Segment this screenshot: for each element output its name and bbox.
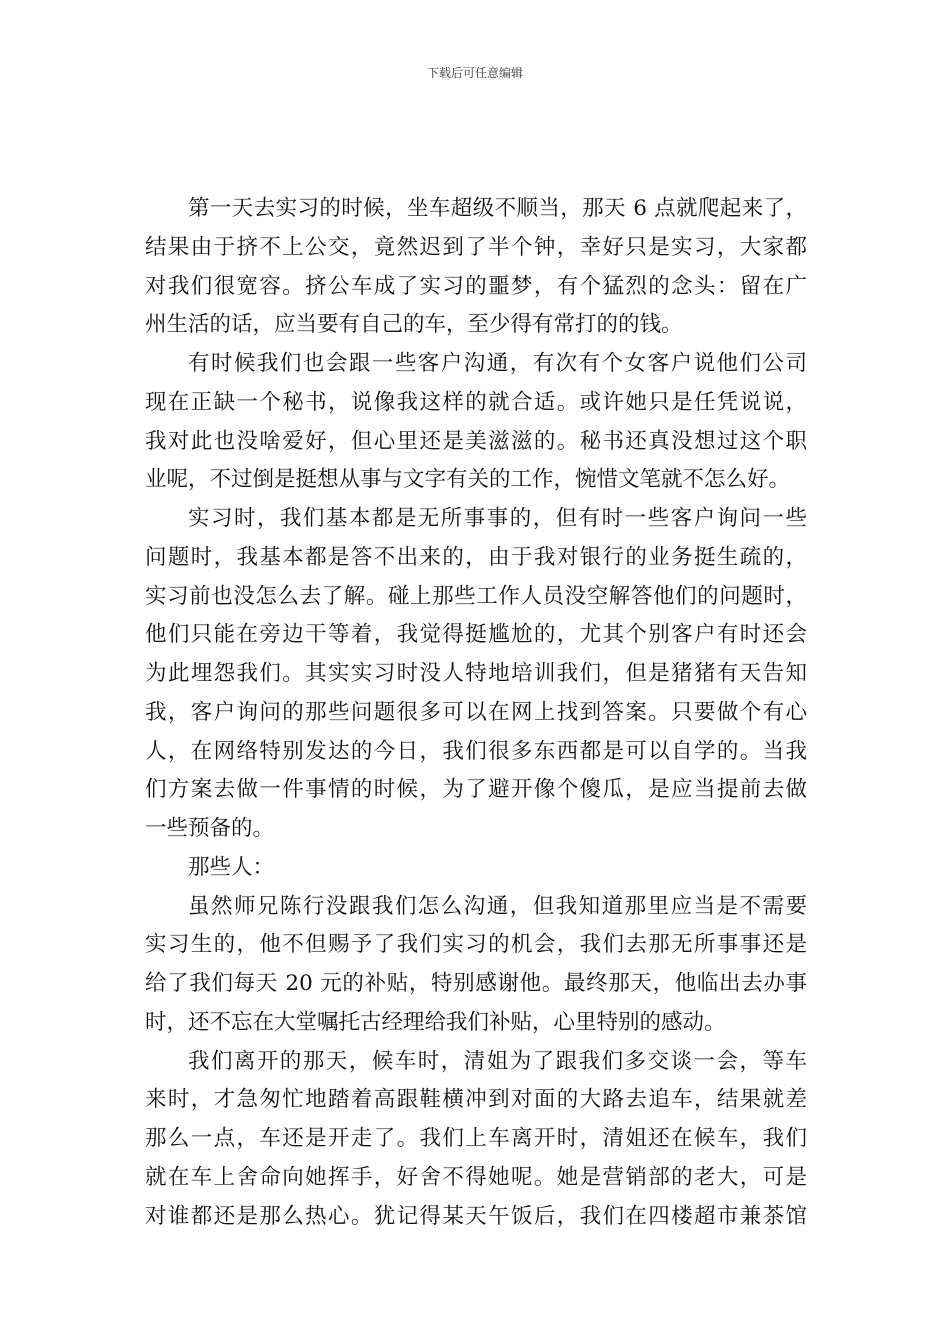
text-line: 人，在网络特别发达的今日，我们很多东西都是可以自学的。当我 (145, 738, 807, 764)
paragraph (145, 345, 807, 500)
paragraph (145, 1043, 807, 1237)
text-line: 现在正缺一个秘书，说像我这样的就合适。或许她只是任凭说说， (145, 389, 807, 415)
text-line: 时，还不忘在大堂嘱托古经理给我们补贴，心里特别的感动。 (145, 1009, 726, 1035)
text-line: 给了我们每天 20 元的补贴，特别感谢他。最终那天，他临出去办事 (145, 971, 807, 996)
text-line: 我对此也没啥爱好，但心里还是美滋滋的。秘书还真没想过这个职 (145, 428, 807, 454)
text-line: 实习时，我们基本都是无所事事的，但有时一些客户询问一些 (188, 506, 807, 531)
paragraph (145, 849, 807, 888)
paragraph (145, 190, 807, 345)
text-line: 州生活的话，应当要有自己的车，至少得有常打的的钱。 (145, 312, 683, 338)
text-line: 那些人： (188, 854, 275, 880)
text-line: 们方案去做一件事情的时候，为了避开像个傻瓜，是应当提前去做 (145, 777, 807, 803)
paragraph (145, 500, 807, 849)
document-body (145, 190, 807, 1236)
text-line: 对谁都还是那么热心。犹记得某天午饭后，我们在四楼超市兼茶馆 (145, 1203, 807, 1229)
text-line: 对我们很宽容。挤公车成了实习的噩梦，有个猛烈的念头：留在广 (145, 273, 807, 299)
text-line: 结果由于挤不上公交，竟然迟到了半个钟，幸好只是实习，大家都 (145, 234, 807, 260)
text-line: 问题时，我基本都是答不出来的，由于我对银行的业务挺生疏的， (145, 544, 807, 570)
text-line: 就在车上舍命向她挥手，好舍不得她呢。她是营销部的老大，可是 (145, 1164, 807, 1190)
text-line: 我，客户询问的那些问题很多可以在网上找到答案。只要做个有心 (145, 699, 807, 725)
text-line: 业呢，不过倒是挺想从事与文字有关的工作，惋惜文笔就不怎么好。 (145, 467, 791, 493)
text-line: 有时候我们也会跟一些客户沟通，有次有个女客户说他们公司 (188, 351, 807, 376)
text-line: 第一天去实习的时候，坐车超级不顺当，那天 6 点就爬起来了， (188, 196, 807, 221)
text-line: 实习前也没怎么去了解。碰上那些工作人员没空解答他们的问题时， (145, 583, 807, 609)
text-line: 那么一点，车还是开走了。我们上车离开时，清姐还在候车，我们 (145, 1126, 807, 1151)
text-line: 一些预备的。 (145, 816, 275, 841)
text-line: 实习生的，他不但赐予了我们实习的机会，我们去那无所事事还是 (145, 932, 807, 958)
page-header: 下载后可任意编辑 (426, 66, 523, 80)
text-line: 虽然师兄陈行没跟我们怎么沟通，但我知道那里应当是不需要 (188, 893, 807, 919)
text-line: 他们只能在旁边干等着，我觉得挺尴尬的，尤其个别客户有时还会 (145, 622, 807, 648)
paragraph (145, 888, 807, 1043)
text-line: 来时，才急匆忙地踏着高跟鞋横冲到对面的大路去追车，结果就差 (145, 1087, 807, 1113)
text-line: 为此埋怨我们。其实实习时没人特地培训我们，但是猪猪有天告知 (145, 661, 807, 686)
text-line: 我们离开的那天，候车时，清姐为了跟我们多交谈一会，等车 (188, 1048, 807, 1074)
